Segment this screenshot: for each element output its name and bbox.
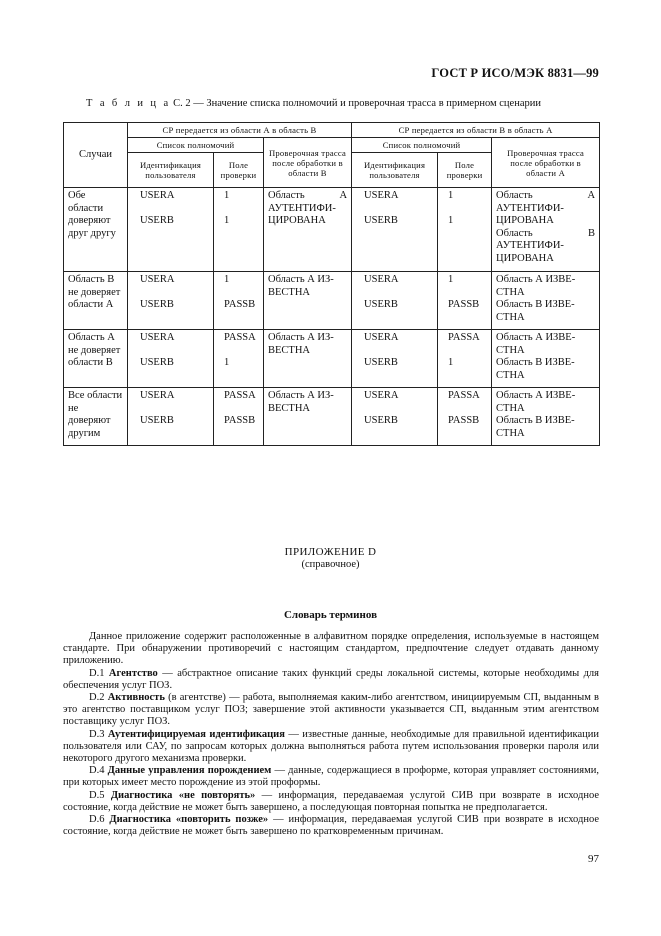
glossary-title: Словарь терминов — [283, 609, 378, 621]
check-field-a-header: Поле проверки — [214, 153, 264, 188]
case-cell: Область А не доверяет области В — [64, 330, 128, 388]
table-row — [64, 272, 600, 330]
glossary-item: D.6 Диагностика «повторить позже» — информация, передаваемая услугой СИВ при возврате в исходное состояние, когда действие не может быть завершено по кратковременным причинам. — [63, 814, 600, 838]
check-cell-a: 1 PASSB — [214, 272, 264, 330]
glossary-term: Диагностика «повторить позже» — [109, 814, 269, 826]
glossary-term: Активность — [107, 692, 165, 704]
user-cell-a: USERA USERB — [128, 272, 214, 330]
case-cell: Обе области доверяют друг другу — [64, 188, 128, 272]
cases-column-header: Случаи — [64, 123, 128, 188]
check-cell-a: PASSA PASSB — [214, 388, 264, 446]
glossary-body — [63, 631, 599, 838]
user-cell-b: USERA USERB — [352, 330, 438, 388]
user-cell-b: USERA USERB — [352, 188, 438, 272]
glossary-item: D.1 Агентство — абстрактное описание таких функций среды локальной системы, которые необходимы для обеспечения услуг ПОЗ. — [63, 667, 599, 691]
check-cell-b: 1 1 — [438, 188, 492, 272]
check-cell-a: PASSA 1 — [214, 330, 264, 388]
case-cell: Все области не доверяют другим — [64, 388, 128, 446]
check-cell-b: 1 PASSB — [438, 272, 492, 330]
standard-header: ГОСТ Р ИСО/МЭК 8831—99 — [431, 66, 599, 80]
table-row — [64, 388, 600, 446]
appendix-title: ПРИЛОЖЕНИЕ D — [284, 546, 377, 558]
trace-a-header: Проверочная трасса после обработки в области В — [264, 138, 352, 188]
trace-cell-b: Область А АУТЕНТИФИ-ЦИРОВАНА Область В АУТЕНТИФИ-ЦИРОВАНА — [492, 188, 600, 272]
glossary-item: D.5 Диагностика «не повторять» — информация, передаваемая услугой СИВ при возврате в исходное состояние, когда действие не может быть завершено, а последующая повторная попытка не предполагается. — [63, 789, 600, 813]
trace-cell-b: Область А ИЗВЕ-СТНА Область В ИЗВЕ-СТНА — [492, 330, 600, 388]
group-b-header: СР передается из области В в область А — [352, 123, 600, 138]
authority-list-a-header: Список полномочий — [128, 138, 264, 153]
user-cell-b: USERA USERB — [352, 272, 438, 330]
user-id-b-header: Идентификация пользователя — [352, 153, 438, 188]
glossary-term: Диагностика «не повторять» — [110, 789, 256, 801]
table-caption-prefix: Т а б л и ц а — [86, 98, 171, 109]
appendix-subtitle: (справочное) — [301, 559, 360, 570]
check-cell-a: 1 1 — [214, 188, 264, 272]
table-caption — [86, 98, 606, 109]
glossary-intro: Данное приложение содержит расположенные в алфавитном порядке определения, используемые в настоящем стандарте. При обнаружении противоречий с настоящим стандартом, предпочтение следует отдавать данному приложению. — [63, 631, 599, 667]
trace-cell-a: Область А АУТЕНТИФИ-ЦИРОВАНА — [264, 188, 352, 272]
trace-cell-b: Область А ИЗВЕ-СТНА Область В ИЗВЕ-СТНА — [492, 388, 600, 446]
glossary-term: Данные управления порождением — [107, 765, 272, 777]
page-number: 97 — [588, 853, 599, 865]
trace-b-header: Проверочная трасса после обработки в области А — [492, 138, 600, 188]
table-row — [64, 188, 600, 272]
glossary-item: D.2 Активность (в агентстве) — работа, выполняемая каким-либо агентством, инициируемым СП, выданным в это агентство поставщиком услуг ПОЗ; завершение этой активности указывается СП, выданным этим агентством поставщику услуг ПОЗ. — [63, 692, 599, 728]
trace-cell-a: Область А ИЗ-ВЕСТНА — [264, 330, 352, 388]
group-a-header: СР передается из области А в область В — [128, 123, 352, 138]
check-field-b-header: Поле проверки — [438, 153, 492, 188]
user-id-a-header: Идентификация пользователя — [128, 153, 214, 188]
user-cell-b: USERA USERB — [352, 388, 438, 446]
user-cell-a: USERA USERB — [128, 388, 214, 446]
case-cell: Область В не доверяет области А — [64, 272, 128, 330]
table-caption-text: С. 2 — Значение списка полномочий и проверочная трасса в примерном сценарии — [170, 98, 541, 109]
trace-cell-a: Область А ИЗ-ВЕСТНА — [264, 272, 352, 330]
glossary-item: D.3 Аутентифицируемая идентификация — известные данные, необходимые для правильной идентификации пользователя или САУ, по запросам которых должна выполняться работа путем использования проверки пароля или некоторого другого механизма проверки. — [63, 728, 599, 765]
check-cell-b: PASSA PASSB — [438, 388, 492, 446]
user-cell-a: USERA USERB — [128, 330, 214, 388]
check-cell-b: PASSA 1 — [438, 330, 492, 388]
authority-list-table — [63, 122, 600, 446]
glossary-term: Аутентифицируемая идентификация — [107, 728, 285, 740]
trace-cell-a: Область А ИЗ-ВЕСТНА — [264, 388, 352, 446]
trace-cell-b: Область А ИЗВЕ-СТНА Область В ИЗВЕ-СТНА — [492, 272, 600, 330]
glossary-term: Агентство — [108, 667, 158, 679]
user-cell-a: USERA USERB — [128, 188, 214, 272]
table-row — [64, 330, 600, 388]
glossary-item: D.4 Данные управления порождением — данные, содержащиеся в проформе, которая управляет состояниями, при которых имеет место порождение из этой проформы. — [63, 765, 600, 789]
authority-list-b-header: Список полномочий — [352, 138, 492, 153]
